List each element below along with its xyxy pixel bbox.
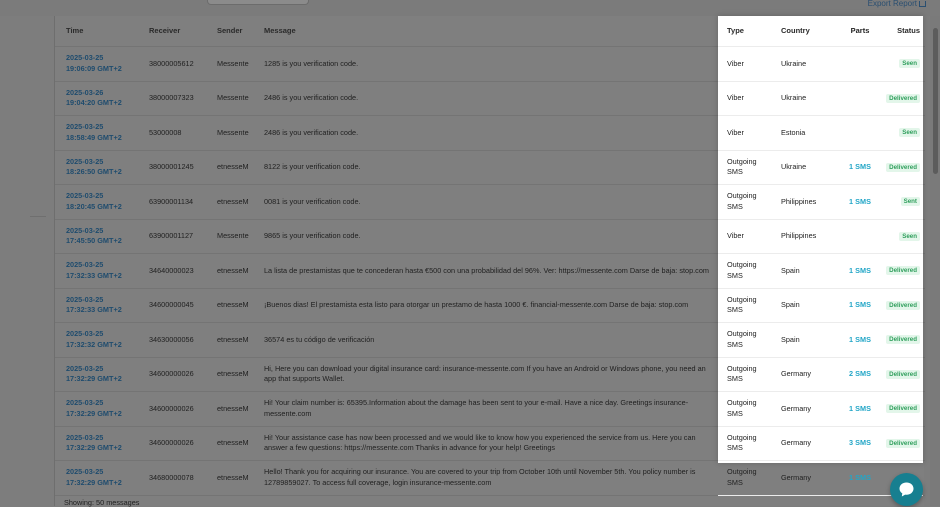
row-status — [876, 358, 920, 392]
status-badge: Seen — [899, 59, 920, 68]
row-time[interactable] — [66, 185, 146, 219]
row-country: Estonia — [781, 127, 806, 137]
row-type-line-1: Outgoing — [727, 363, 757, 373]
row-time[interactable] — [66, 254, 146, 288]
row-status — [876, 82, 920, 116]
highlighted-columns — [718, 16, 923, 487]
row-time[interactable] — [66, 289, 146, 323]
row-time-clock: 17:32:29 GMT+2 — [66, 408, 122, 418]
row-time-clock: 17:32:33 GMT+2 — [66, 305, 122, 315]
row-time-date: 2025-03-25 — [66, 260, 104, 270]
row-receiver: 34680000078 — [149, 472, 194, 482]
row-type — [727, 358, 781, 392]
row-receiver: 34600000045 — [149, 300, 194, 309]
divider — [30, 216, 46, 217]
row-time[interactable] — [66, 151, 146, 185]
row-time[interactable] — [66, 461, 146, 495]
row-type-line-1: Outgoing — [727, 329, 757, 339]
row-time-clock: 17:32:33 GMT+2 — [66, 270, 122, 280]
row-receiver: 34640000023 — [149, 265, 194, 275]
table-row-highlight[interactable] — [718, 289, 923, 324]
row-status — [876, 427, 920, 461]
header-type[interactable]: Type — [727, 25, 744, 35]
row-message: 8122 is your verification code. — [264, 162, 361, 171]
row-country: Germany — [781, 369, 812, 378]
row-time-clock: 17:32:29 GMT+2 — [66, 374, 122, 384]
header-sender[interactable]: Sender — [217, 25, 243, 35]
row-parts — [845, 220, 875, 254]
row-parts[interactable]: 1 SMS — [849, 472, 871, 482]
status-badge: Delivered — [886, 335, 920, 344]
row-sender: Messente — [217, 93, 249, 102]
row-country: Germany — [781, 403, 812, 413]
table-row-highlight[interactable] — [718, 116, 923, 151]
row-country: Germany — [781, 438, 812, 447]
export-report-link[interactable] — [868, 0, 926, 8]
row-message: Hi! Your assistance case has now been processed and we would like to know how you experienced the service from us. Here you can answer a few questions: https://messente.com Thanks in advance for your help! Greetings — [264, 432, 696, 453]
table-row-highlight[interactable] — [718, 323, 923, 358]
row-type-line-2: SMS — [727, 305, 743, 315]
row-type-line-2: SMS — [727, 167, 743, 177]
status-badge: Delivered — [886, 404, 920, 413]
row-type-line-1: Outgoing — [727, 260, 757, 270]
row-status — [876, 392, 920, 426]
row-type-line-2: SMS — [727, 339, 743, 349]
row-type-line-1: Viber — [727, 127, 744, 137]
row-receiver: 34600000026 — [149, 438, 194, 447]
row-time-clock: 19:06:09 GMT+2 — [66, 63, 122, 73]
row-time[interactable] — [66, 358, 146, 392]
row-time[interactable] — [66, 220, 146, 254]
filter-field[interactable] — [207, 0, 309, 5]
row-time-date: 2025-03-25 — [66, 329, 104, 339]
row-country: Philippines — [781, 231, 817, 240]
row-status — [876, 254, 920, 288]
row-message: Hello! Thank you for acquiring our insurance. You are covered to your trip from October 10th until November 5th. You policy number is 12789859027. To access full coverage, login insurance-messente.com — [264, 467, 696, 487]
row-type — [727, 461, 781, 495]
row-time-date: 2025-03-25 — [66, 363, 104, 373]
left-rail — [0, 16, 54, 506]
row-time-clock: 17:32:32 GMT+2 — [66, 339, 122, 349]
row-parts — [845, 82, 875, 116]
row-time-clock: 17:45:50 GMT+2 — [66, 236, 122, 246]
row-status — [876, 185, 920, 219]
row-time-clock: 18:20:45 GMT+2 — [66, 201, 122, 211]
row-sender: etnesseM — [217, 334, 249, 344]
table-row-highlight[interactable] — [718, 220, 923, 255]
header-country[interactable]: Country — [781, 25, 810, 35]
row-country: Philippines — [781, 196, 817, 206]
status-badge: Delivered — [886, 94, 920, 103]
row-status — [876, 289, 920, 323]
header-time[interactable]: Time — [66, 25, 84, 35]
row-type — [727, 254, 781, 288]
row-type — [727, 220, 781, 254]
row-message: Hi! Your claim number is: 65395.Information about the damage has been sent to your e-mail. Have a nice day. Greetings insurance-messente.com — [264, 398, 689, 418]
status-badge: Delivered — [886, 439, 920, 448]
row-message: 36574 es tu código de verificación — [264, 334, 375, 344]
row-type-line-1: Outgoing — [727, 432, 757, 442]
table-row-highlight[interactable] — [718, 358, 923, 393]
row-sender: etnesseM — [217, 369, 249, 378]
header-receiver[interactable]: Receiver — [149, 25, 181, 35]
row-time[interactable] — [66, 116, 146, 150]
row-time-clock: 18:58:49 GMT+2 — [66, 132, 122, 142]
row-country: Ukraine — [781, 162, 807, 171]
row-time-clock: 17:32:29 GMT+2 — [66, 443, 122, 453]
row-time[interactable] — [66, 47, 146, 81]
row-sender: Messente — [217, 231, 249, 240]
row-sender: etnesseM — [217, 196, 249, 206]
row-receiver: 63900001127 — [149, 231, 194, 240]
row-parts[interactable]: 1 SMS — [849, 334, 871, 344]
row-type-line-2: SMS — [727, 443, 743, 453]
row-time[interactable] — [66, 82, 146, 116]
row-country: Ukraine — [781, 58, 807, 68]
row-message: ¡Buenos dias! El prestamista esta listo para otorgar un prestamo de hasta 1000 €. financial-messente.com Darse de baja: stop.com — [264, 300, 689, 309]
row-sender: etnesseM — [217, 265, 249, 275]
row-time-date: 2025-03-25 — [66, 122, 104, 132]
row-type-line-1: Outgoing — [727, 398, 757, 408]
row-type-line-1: Outgoing — [727, 467, 757, 477]
scrollbar[interactable] — [930, 16, 940, 506]
export-icon — [919, 1, 926, 7]
row-sender: etnesseM — [217, 162, 249, 171]
row-receiver: 34630000056 — [149, 334, 194, 344]
row-message: 9865 is your verification code. — [264, 231, 361, 240]
row-type-line-1: Outgoing — [727, 156, 757, 166]
export-report-label: Export Report — [867, 0, 917, 8]
row-type — [727, 427, 781, 461]
row-type-line-2: SMS — [727, 477, 743, 487]
row-type-line-2: SMS — [727, 201, 743, 211]
table-row-highlight[interactable] — [718, 392, 923, 427]
row-time-date: 2025-03-26 — [66, 87, 104, 97]
status-badge: Sent — [901, 197, 920, 206]
chat-button[interactable] — [890, 473, 923, 506]
row-country: Ukraine — [781, 93, 807, 102]
row-message: 1285 is you verification code. — [264, 58, 359, 68]
row-message: 0081 is your verification code. — [264, 196, 361, 206]
header-parts[interactable]: Parts — [850, 25, 870, 35]
row-receiver: 38000001245 — [149, 162, 194, 171]
row-type-line-1: Viber — [727, 93, 744, 102]
row-message: 2486 is you verification code. — [264, 127, 359, 137]
row-time-date: 2025-03-25 — [66, 53, 104, 63]
top-bar — [0, 0, 940, 16]
row-sender: etnesseM — [217, 403, 249, 413]
row-type — [727, 151, 781, 185]
row-parts — [845, 116, 875, 150]
row-message: La lista de prestamistas que te concederan hasta €500 con una probabilidad del 96%. Ver: https://messente.com Darse de baja: stop.com — [264, 265, 709, 275]
table-row-highlight[interactable] — [718, 185, 923, 220]
row-time-clock: 17:32:29 GMT+2 — [66, 477, 122, 487]
row-parts — [845, 47, 875, 81]
row-type — [727, 392, 781, 426]
row-time[interactable] — [66, 392, 146, 426]
row-receiver: 38000007323 — [149, 93, 194, 102]
row-sender: Messente — [217, 127, 249, 137]
row-sender: Messente — [217, 58, 249, 68]
row-time-date: 2025-03-25 — [66, 398, 104, 408]
row-type-line-2: SMS — [727, 374, 743, 384]
row-time-date: 2025-03-25 — [66, 156, 104, 166]
row-parts[interactable]: 1 SMS — [849, 403, 871, 413]
row-time-date: 2025-03-25 — [66, 191, 104, 201]
row-time[interactable] — [66, 323, 146, 357]
status-badge: Delivered — [886, 301, 920, 310]
row-time-date: 2025-03-25 — [66, 294, 104, 304]
row-country: Spain — [781, 334, 800, 344]
row-type — [727, 289, 781, 323]
row-status — [876, 47, 920, 81]
row-sender: etnesseM — [217, 300, 249, 309]
row-type — [727, 82, 781, 116]
status-badge: Seen — [899, 232, 920, 241]
table-header-highlight — [718, 16, 923, 47]
row-sender: etnesseM — [217, 438, 249, 447]
status-badge: Delivered — [886, 163, 920, 172]
row-country: Germany — [781, 472, 812, 482]
row-parts[interactable]: 3 SMS — [849, 438, 871, 447]
row-receiver: 38000005612 — [149, 58, 194, 68]
row-parts[interactable]: 1 SMS — [849, 265, 871, 275]
row-type — [727, 116, 781, 150]
table-row-highlight[interactable] — [718, 82, 923, 117]
row-type — [727, 47, 781, 81]
row-time-date: 2025-03-25 — [66, 467, 104, 477]
row-time-date: 2025-03-25 — [66, 225, 104, 235]
row-type-line-1: Viber — [727, 231, 744, 240]
header-status[interactable]: Status — [897, 25, 920, 35]
row-parts[interactable]: 1 SMS — [849, 162, 871, 171]
row-type-line-2: SMS — [727, 408, 743, 418]
row-status — [876, 220, 920, 254]
row-type — [727, 323, 781, 357]
row-sender: etnesseM — [217, 472, 249, 482]
row-type — [727, 185, 781, 219]
message-count: Showing: 50 messages — [64, 498, 140, 507]
row-time-clock: 18:26:50 GMT+2 — [66, 167, 122, 177]
row-receiver: 34600000026 — [149, 369, 194, 378]
row-type-line-1: Outgoing — [727, 191, 757, 201]
row-message: 2486 is you verification code. — [264, 93, 359, 102]
row-time[interactable] — [66, 427, 146, 461]
status-badge: Seen — [899, 128, 920, 137]
row-parts[interactable]: 1 SMS — [849, 196, 871, 206]
row-country: Spain — [781, 300, 800, 309]
table-row-highlight[interactable] — [718, 151, 923, 186]
row-parts[interactable]: 2 SMS — [849, 369, 871, 378]
status-badge: Delivered — [886, 370, 920, 379]
row-message: Hi, Here you can download your digital insurance card: insurance-messente.com If you have an Android or Windows phone, you need an app that supports Wallet. — [264, 363, 706, 384]
row-parts[interactable]: 1 SMS — [849, 300, 871, 309]
scrollbar-thumb[interactable] — [933, 28, 938, 174]
row-status — [876, 151, 920, 185]
row-status — [876, 323, 920, 357]
row-status — [876, 116, 920, 150]
row-time-clock: 19:04:20 GMT+2 — [66, 98, 122, 108]
table-row-highlight[interactable] — [718, 427, 923, 462]
status-badge: Delivered — [886, 266, 920, 275]
table-row-highlight[interactable] — [718, 47, 923, 82]
row-type-line-1: Viber — [727, 58, 744, 68]
table-row-highlight[interactable] — [718, 254, 923, 289]
row-time-date: 2025-03-25 — [66, 432, 104, 442]
header-message[interactable]: Message — [264, 25, 296, 35]
row-receiver: 53000008 — [149, 127, 182, 137]
row-type-line-2: SMS — [727, 270, 743, 280]
row-receiver: 63900001134 — [149, 196, 194, 206]
row-country: Spain — [781, 265, 800, 275]
row-receiver: 34600000026 — [149, 403, 194, 413]
chat-icon — [898, 481, 915, 498]
row-type-line-1: Outgoing — [727, 294, 757, 304]
